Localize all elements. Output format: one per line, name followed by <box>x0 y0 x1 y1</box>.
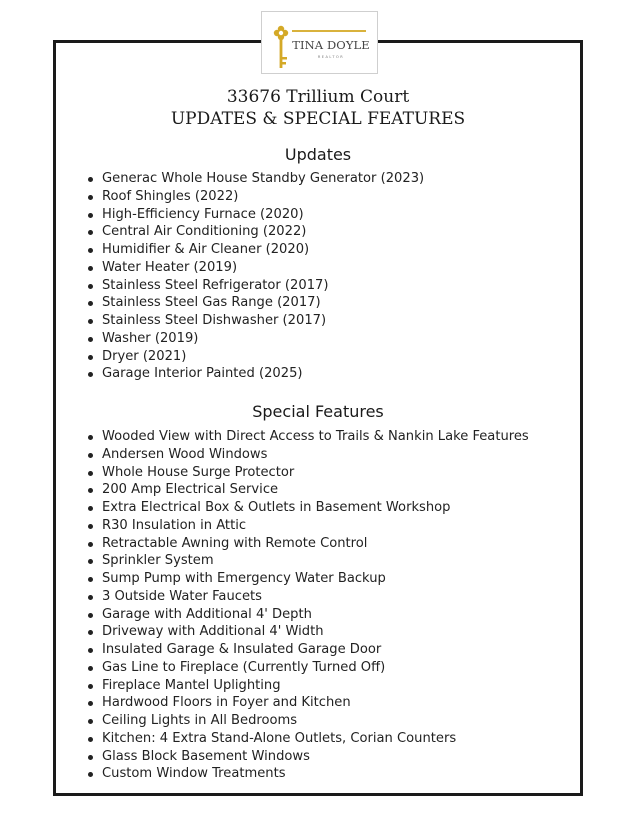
list-item: Hardwood Floors in Foyer and Kitchen <box>86 694 529 712</box>
logo-rule <box>292 30 366 32</box>
list-item: Whole House Surge Protector <box>86 464 529 482</box>
list-item: 200 Amp Electrical Service <box>86 481 529 499</box>
logo-subtitle: REALTOR <box>317 55 345 59</box>
list-item: Stainless Steel Refrigerator (2017) <box>86 277 424 295</box>
list-item: Humidifier & Air Cleaner (2020) <box>86 241 424 259</box>
list-item: Insulated Garage & Insulated Garage Door <box>86 641 529 659</box>
list-item: Kitchen: 4 Extra Stand-Alone Outlets, Corian Counters <box>86 730 529 748</box>
document-title: UPDATES & SPECIAL FEATURES <box>170 109 466 129</box>
list-item: Garage Interior Painted (2025) <box>86 365 424 383</box>
list-item: Extra Electrical Box & Outlets in Basement Workshop <box>86 499 529 517</box>
list-item: Gas Line to Fireplace (Currently Turned Off) <box>86 659 529 677</box>
special-features-heading: Special Features <box>252 402 384 421</box>
list-item: Custom Window Treatments <box>86 765 529 783</box>
special-features-list <box>86 428 529 783</box>
list-item: Andersen Wood Windows <box>86 446 529 464</box>
list-item: High-Efficiency Furnace (2020) <box>86 206 424 224</box>
logo <box>261 11 378 74</box>
list-item: Glass Block Basement Windows <box>86 748 529 766</box>
list-item: R30 Insulation in Attic <box>86 517 529 535</box>
updates-list <box>86 170 424 383</box>
list-item: Fireplace Mantel Uplighting <box>86 677 529 695</box>
list-item: Washer (2019) <box>86 330 424 348</box>
list-item: Roof Shingles (2022) <box>86 188 424 206</box>
list-item: Sprinkler System <box>86 552 529 570</box>
list-item: Water Heater (2019) <box>86 259 424 277</box>
property-address: 33676 Trillium Court <box>226 87 410 107</box>
list-item: Stainless Steel Dishwasher (2017) <box>86 312 424 330</box>
list-item: Central Air Conditioning (2022) <box>86 223 424 241</box>
list-item: 3 Outside Water Faucets <box>86 588 529 606</box>
list-item: Generac Whole House Standby Generator (2023) <box>86 170 424 188</box>
key-icon <box>272 24 290 70</box>
list-item: Sump Pump with Emergency Water Backup <box>86 570 529 588</box>
list-item: Stainless Steel Gas Range (2017) <box>86 294 424 312</box>
list-item: Ceiling Lights in All Bedrooms <box>86 712 529 730</box>
list-item: Wooded View with Direct Access to Trails & Nankin Lake Features <box>86 428 529 446</box>
logo-name: TINA DOYLE <box>292 38 370 52</box>
list-item: Garage with Additional 4' Depth <box>86 606 529 624</box>
updates-heading: Updates <box>284 145 352 164</box>
list-item: Dryer (2021) <box>86 348 424 366</box>
list-item: Driveway with Additional 4' Width <box>86 623 529 641</box>
list-item: Retractable Awning with Remote Control <box>86 535 529 553</box>
